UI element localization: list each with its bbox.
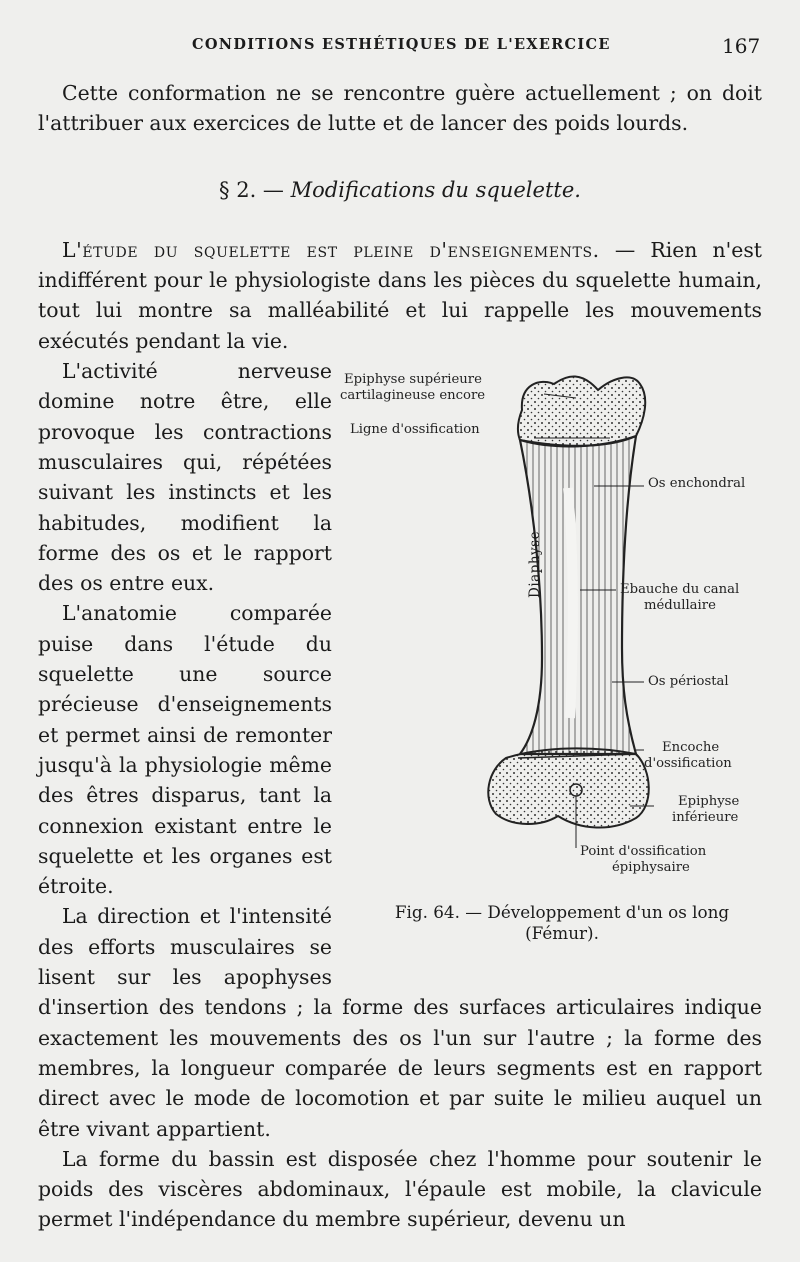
page-number: 167: [722, 34, 761, 58]
label-os-enchondral: Os enchondral: [648, 476, 746, 492]
paragraph-2-lead: L'étude du squelette est pleine d'enseignements.: [62, 237, 600, 262]
lower-epiphysis: [488, 749, 648, 828]
paragraph-3: L'activité nerveuse domine notre être, elle provoque les contractions musculaires qui, répétées suivant les instincts et les habitudes, modifient la forme des os et le rapport des os entre eux.: [38, 359, 332, 596]
label-os-periostal: Os périostal: [648, 674, 729, 690]
label-ebauche-2: médullaire: [644, 598, 716, 614]
page-header: [0, 36, 800, 62]
figure-caption: [360, 902, 764, 944]
figure-femur: [340, 358, 768, 976]
running-head: CONDITIONS ESTHÉTIQUES DE L'EXERCICE: [192, 36, 611, 53]
section-heading: [38, 175, 762, 205]
paragraph-2-text: — Rien n'est indifférent pour le physiologiste dans les pièces du squelette humain, tout lui montre sa malléabilité et lui rappelle les mouvements exécutés pendant la vie.: [38, 237, 763, 353]
label-epiphyse-sup-1: Epiphyse supérieure: [344, 372, 482, 388]
label-epiphyse-inf-2: inférieure: [672, 810, 739, 826]
label-epiphyse-inf-1: Epiphyse: [678, 794, 740, 810]
label-encoche-2: d'ossification: [644, 756, 732, 772]
section-mark: § 2. —: [219, 177, 284, 202]
upper-epiphysis: [518, 377, 645, 446]
paragraph-4: L'anatomie comparée puise dans l'étude du squelette une source précieuse d'enseignements et permet ainsi de remonter jusqu'à la physiologie même des êtres disparus, tant la connexion existant entre le squelette et les organes est étroite.: [38, 601, 332, 899]
label-ligne-ossification: Ligne d'ossification: [350, 422, 480, 438]
label-point-ossification-1: Point d'ossification: [580, 844, 707, 860]
label-ebauche-1: Ebauche du canal: [620, 582, 740, 598]
caption-line-1: Fig. 64. — Développement d'un os long: [394, 902, 730, 923]
paragraph-2: [38, 235, 762, 356]
body-text: [38, 78, 762, 1235]
medullary-canal: [568, 488, 573, 718]
label-point-ossification-2: épiphysaire: [612, 860, 690, 876]
paragraph-6: La forme du bassin est disposée chez l'homme pour soutenir le poids des viscères abdominaux, l'épaule est mobile, la clavicule permet l'indépendance du membre supérieur, devenu un: [38, 1146, 762, 1232]
section-title: Modifications du squelette.: [290, 177, 581, 202]
paragraph-5: La direction et l'intensité des efforts musculaires se lisent sur les apophyses d'insertion des tendons ; la forme des surfaces articulaires indique exactement les mouvements des os l'un sur l'autre ; la forme des membres, la longueur comparée de leurs segments est en rapport direct avec le mode de locomotion et par suite le milieu auquel un être vivant appartient.: [38, 904, 762, 1141]
label-encoche-1: Encoche: [662, 740, 720, 756]
label-diaphyse: Diaphyse: [527, 531, 543, 599]
label-epiphyse-sup-2: cartilagineuse encore: [340, 388, 486, 404]
paragraph-1: Cette conformation ne se rencontre guère actuellement ; on doit l'attribuer aux exercices de lutte et de lancer des poids lourds.: [38, 81, 762, 136]
caption-line-2: (Fémur).: [525, 923, 599, 944]
